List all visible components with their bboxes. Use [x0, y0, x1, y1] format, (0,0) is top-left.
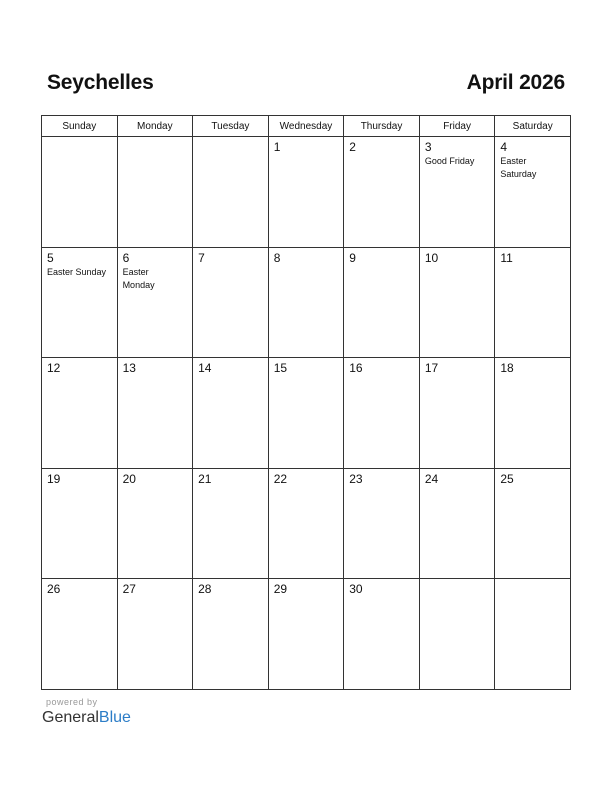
calendar-grid — [41, 115, 571, 690]
day-cell — [495, 247, 571, 358]
day-cell — [419, 247, 495, 358]
day-number: 18 — [500, 361, 514, 375]
weekday-friday: Friday — [419, 116, 495, 137]
day-cell — [117, 247, 193, 358]
day-number: 4 — [500, 140, 508, 154]
day-number — [420, 579, 495, 583]
day-cell — [495, 579, 571, 690]
powered-by-text: powered by — [46, 697, 98, 707]
day-cell — [495, 137, 571, 248]
holiday-label: Easter Saturday — [500, 156, 537, 179]
brand-general-text: General — [42, 709, 99, 726]
weekday-header-row — [42, 116, 571, 137]
day-number: 20 — [122, 471, 136, 486]
day-number: 11 — [500, 250, 513, 265]
day-cell — [419, 468, 495, 579]
day-number: 2 — [349, 140, 356, 154]
week-row — [42, 247, 571, 358]
day-cell — [344, 358, 420, 469]
day-number: 26 — [47, 582, 61, 596]
day-number: 12 — [47, 361, 61, 375]
holiday-label: Easter Monday — [122, 266, 155, 290]
day-cell — [419, 358, 495, 469]
generalblue-logo[interactable] — [42, 709, 131, 727]
day-number: 16 — [349, 361, 363, 375]
holiday-label: Good Friday — [424, 156, 475, 166]
day-cell — [268, 579, 344, 690]
day-number: 24 — [424, 471, 439, 486]
day-cell — [117, 468, 193, 579]
day-cell — [193, 358, 269, 469]
day-cell — [344, 579, 420, 690]
weekday-saturday: Saturday — [495, 116, 571, 137]
day-cell — [42, 247, 118, 358]
day-cell — [42, 579, 118, 690]
day-number — [118, 137, 193, 141]
week-row — [42, 137, 571, 248]
day-cell — [495, 358, 571, 469]
day-number: 27 — [122, 582, 136, 596]
day-cell — [268, 137, 344, 248]
day-number — [495, 579, 570, 583]
day-cell — [419, 579, 495, 690]
day-number: 25 — [500, 471, 514, 486]
week-row — [42, 468, 571, 579]
week-row — [42, 579, 571, 690]
day-cell — [193, 579, 269, 690]
day-cell — [268, 358, 344, 469]
holiday-label: Easter Sunday — [47, 266, 107, 277]
weekday-sunday: Sunday — [42, 116, 118, 137]
day-number: 21 — [198, 471, 212, 486]
day-number: 29 — [273, 582, 288, 596]
day-cell — [268, 247, 344, 358]
day-cell — [42, 137, 118, 248]
day-cell — [193, 468, 269, 579]
day-number: 30 — [349, 582, 363, 596]
day-cell — [495, 468, 571, 579]
day-number: 22 — [273, 471, 288, 486]
weekday-tuesday: Tuesday — [193, 116, 269, 137]
day-number: 17 — [424, 361, 439, 375]
week-row — [42, 358, 571, 469]
day-number: 9 — [349, 250, 356, 265]
day-number: 23 — [349, 471, 363, 486]
brand-blue-text: Blue — [98, 709, 131, 726]
country-title: Seychelles — [47, 71, 154, 94]
day-number: 28 — [198, 582, 212, 596]
day-number: 10 — [424, 250, 439, 265]
month-title: April 2026 — [466, 71, 565, 94]
day-number: 14 — [198, 361, 212, 375]
day-cell — [344, 468, 420, 579]
weekday-wednesday: Wednesday — [268, 116, 344, 137]
day-cell — [419, 137, 495, 248]
weekday-thursday: Thursday — [344, 116, 420, 137]
day-cell — [193, 247, 269, 358]
day-cell — [268, 468, 344, 579]
day-cell — [117, 579, 193, 690]
day-cell — [117, 137, 193, 248]
day-number: 6 — [122, 250, 130, 265]
day-number: 13 — [122, 361, 136, 375]
day-cell — [344, 137, 420, 248]
day-number: 7 — [198, 250, 205, 265]
day-number — [193, 137, 268, 141]
day-cell — [42, 468, 118, 579]
day-cell — [42, 358, 118, 469]
day-number — [42, 137, 117, 141]
day-cell — [117, 358, 193, 469]
day-number: 15 — [273, 361, 288, 375]
day-number: 1 — [273, 140, 281, 154]
day-number: 8 — [273, 250, 281, 265]
day-cell — [193, 137, 269, 248]
day-cell — [344, 247, 420, 358]
weekday-monday: Monday — [117, 116, 193, 137]
day-number: 3 — [424, 140, 432, 154]
day-number: 5 — [47, 250, 54, 265]
day-number: 19 — [47, 471, 61, 486]
